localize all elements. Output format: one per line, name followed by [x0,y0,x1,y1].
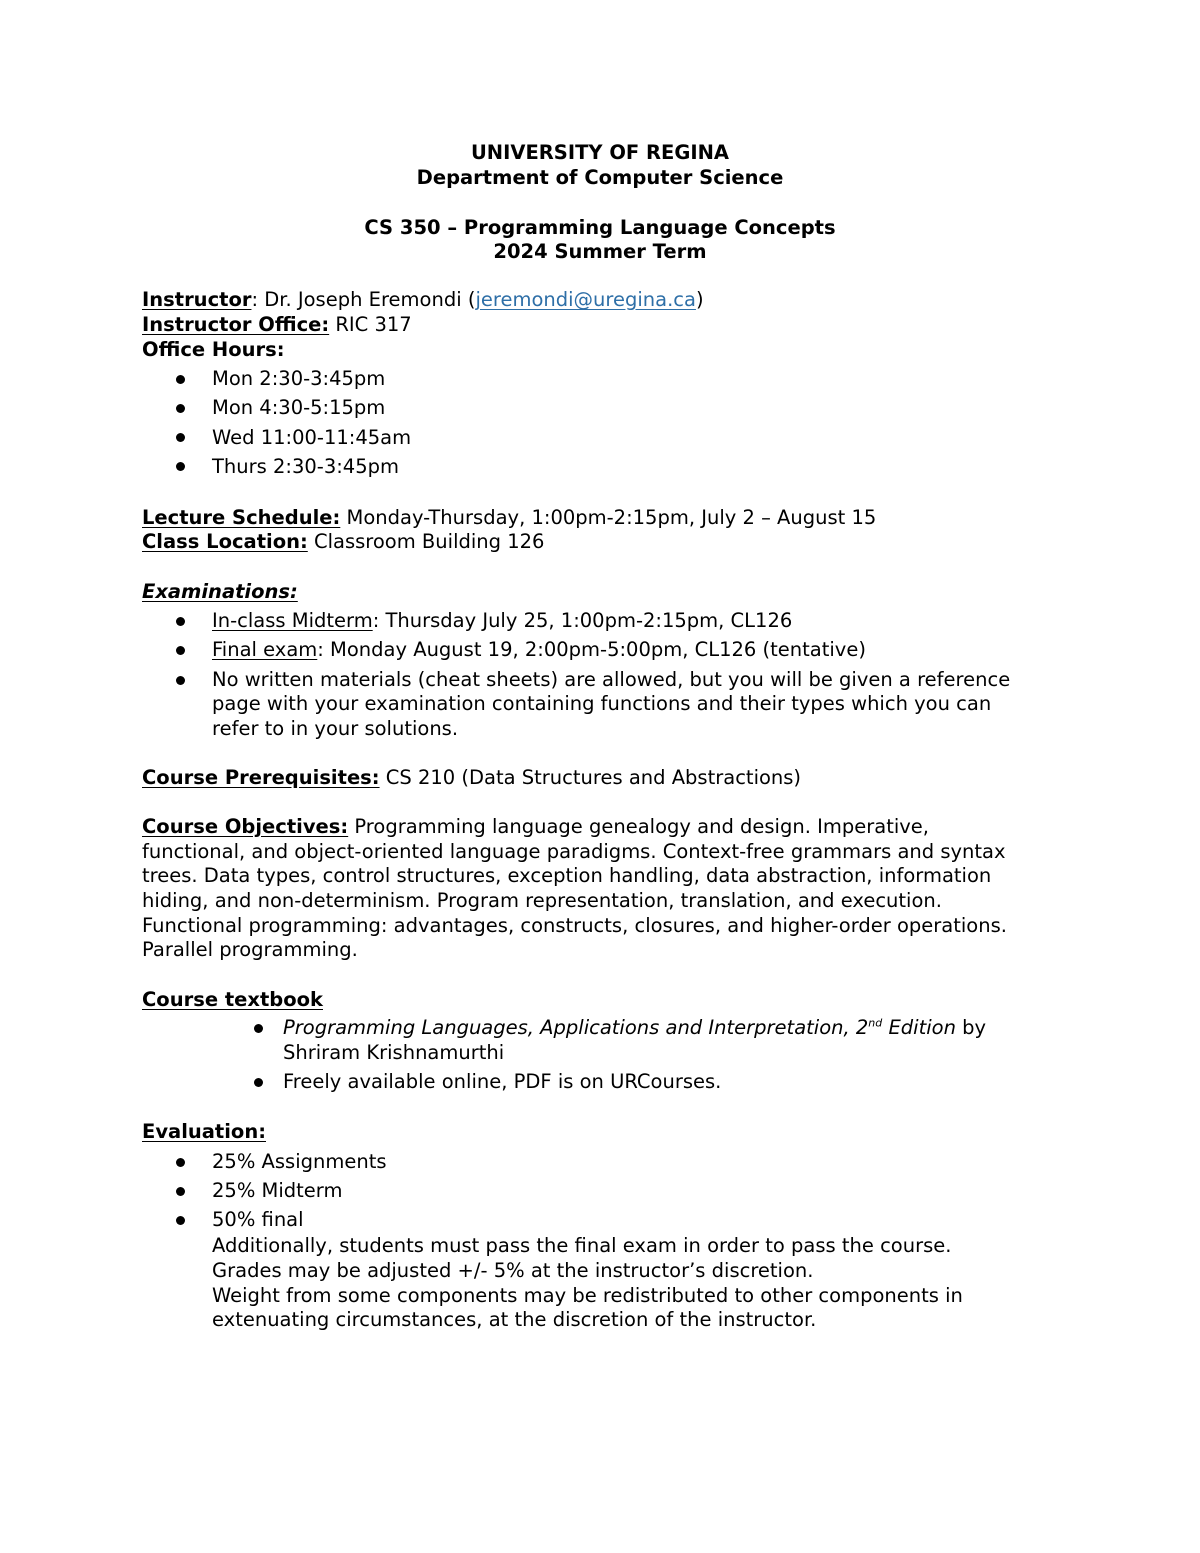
bullet-icon [176,433,185,442]
textbook-title: Programming Languages, Applications and Interpretation, 2 [283,1016,869,1039]
bullet-icon [254,1024,263,1033]
objectives-text: functional, and object-oriented language paradigms. Context-free grammars and syntax [142,840,1006,863]
evaluation-note: Weight from some components may be redistributed to other components in [212,1284,963,1307]
bullet-icon [176,646,185,655]
bullet-icon [176,1216,185,1225]
evaluation-heading [142,1120,266,1145]
office-hours-label [142,338,285,363]
lecture-schedule-line [142,506,876,531]
prerequisites-value: CS 210 (Data Structures and Abstractions) [379,766,802,789]
textbook-availability: Freely available online, PDF is on URCourses. [283,1070,722,1093]
instructor-office-value: RIC 317 [329,313,412,336]
textbook-by: by [955,1016,987,1039]
objectives-label: Course Objectives: [142,815,349,838]
bullet-icon [254,1078,263,1087]
term-title: 2024 Summer Term [493,240,707,263]
prerequisites-line [142,766,801,791]
instructor-office-line [142,313,412,338]
final-exam-item [212,638,866,663]
objectives-text: Functional programming: advantages, constructs, closures, and higher-order operations. [142,914,1007,937]
prerequisites-label: Course Prerequisites: [142,766,380,789]
course-title: CS 350 – Programming Language Concepts [364,216,836,239]
examinations-heading-text: Examinations: [142,580,298,603]
examinations-heading [142,580,298,605]
exam-note-line: refer to in your solutions. [212,717,459,740]
final-exam-label: Final exam [212,638,318,661]
bullet-icon [176,676,185,685]
bullet-icon [176,1187,185,1196]
textbook-heading-text: Course textbook [142,988,323,1011]
objectives-text: Parallel programming. [142,938,358,961]
lecture-schedule-label: Lecture Schedule: [142,506,341,529]
instructor-name: : Dr. Joseph Eremondi ( [251,288,476,311]
final-exam-value: : Monday August 19, 2:00pm-5:00pm, CL126 (tentative) [317,638,866,661]
class-location-label: Class Location: [142,530,308,553]
evaluation-note: extenuating circumstances, at the discretion of the instructor. [212,1308,817,1331]
bullet-icon [176,404,185,413]
instructor-line [142,288,704,313]
textbook-edition: Edition [882,1016,956,1039]
evaluation-heading-text: Evaluation: [142,1120,266,1143]
objectives-text: Programming language genealogy and design. Imperative, [348,815,929,838]
class-location-line [142,530,544,555]
evaluation-item: 25% Midterm [212,1179,343,1202]
office-hours-item: Mon 4:30-5:15pm [212,396,386,419]
textbook-heading [142,988,323,1013]
office-hours-item: Wed 11:00-11:45am [212,426,412,449]
bullet-icon [176,462,185,471]
evaluation-item: 25% Assignments [212,1150,387,1173]
textbook-title-item [283,1016,986,1041]
instructor-email-link[interactable]: jeremondi@uregina.ca [475,288,696,311]
objectives-line [142,815,929,840]
office-hours-item: Thurs 2:30-3:45pm [212,455,399,478]
bullet-icon [176,375,185,384]
evaluation-note: Additionally, students must pass the final exam in order to pass the course. [212,1234,952,1257]
objectives-text: hiding, and non-determinism. Program representation, translation, and execution. [142,889,942,912]
evaluation-note: Grades may be adjusted +/- 5% at the instructor’s discretion. [212,1259,814,1282]
evaluation-item: 50% final [212,1208,304,1231]
textbook-edition-sup: nd [868,1016,883,1030]
instructor-close: ) [695,288,704,311]
textbook-author: Shriram Krishnamurthi [283,1041,505,1064]
department-title: Department of Computer Science [416,166,784,189]
objectives-text: trees. Data types, control structures, exception handling, data abstraction, information [142,864,992,887]
lecture-schedule-value: Monday-Thursday, 1:00pm-2:15pm, July 2 – August 15 [340,506,877,529]
instructor-label: Instructor [142,288,252,311]
instructor-office-label: Instructor Office: [142,313,330,336]
exam-note-line: page with your examination containing functions and their types which you can [212,692,992,715]
office-hours-heading: Office Hours: [142,338,285,361]
midterm-label: In-class Midterm [212,609,373,632]
bullet-icon [176,1158,185,1167]
university-title: UNIVERSITY OF REGINA [470,141,730,164]
exam-note-line: No written materials (cheat sheets) are allowed, but you will be given a reference [212,668,1011,691]
midterm-item [212,609,792,634]
class-location-value: Classroom Building 126 [307,530,545,553]
office-hours-item: Mon 2:30-3:45pm [212,367,386,390]
bullet-icon [176,617,185,626]
midterm-value: : Thursday July 25, 1:00pm-2:15pm, CL126 [372,609,793,632]
